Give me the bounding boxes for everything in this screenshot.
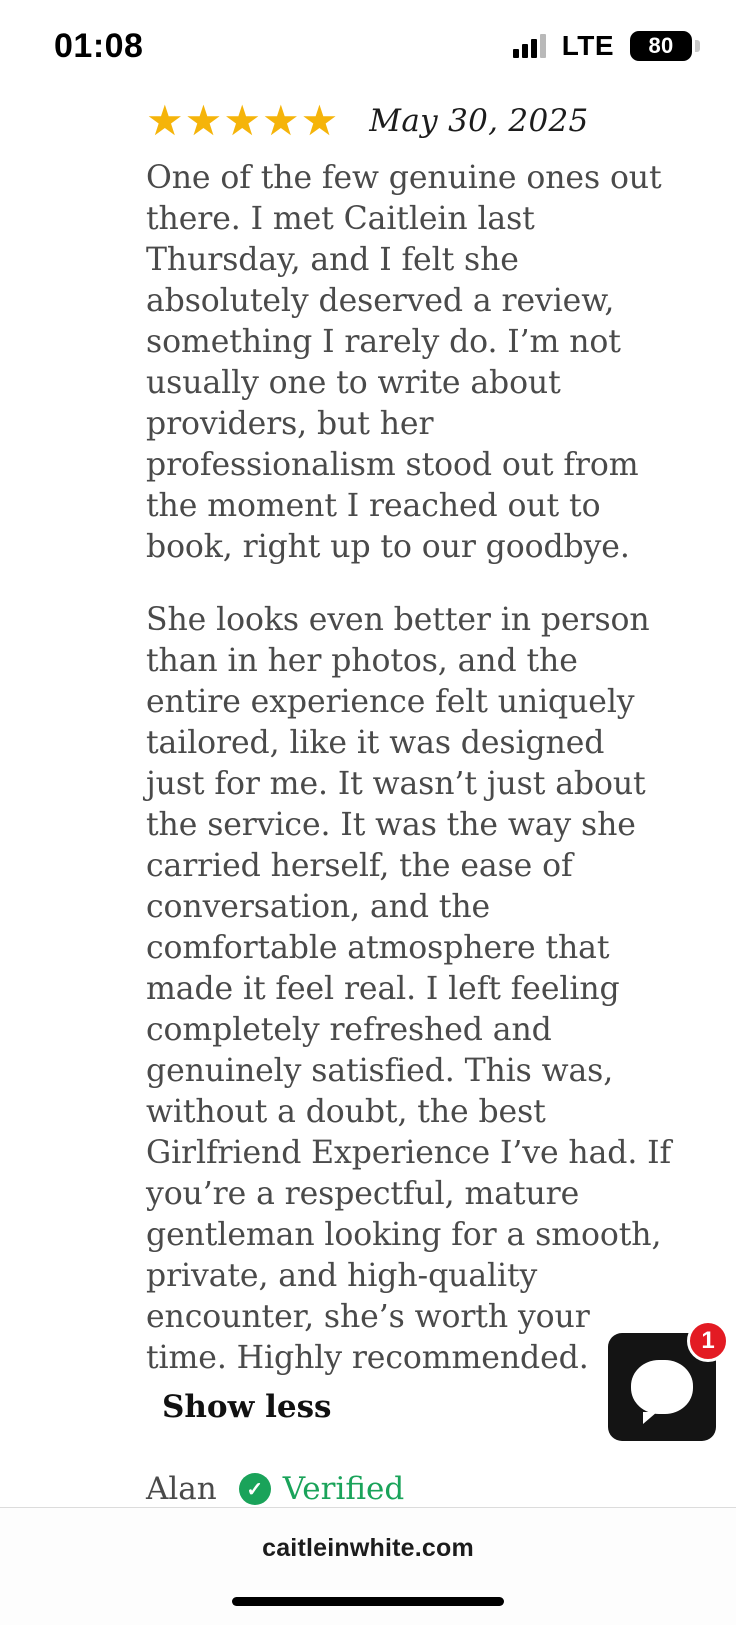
star-icon: ★ [146, 97, 183, 144]
network-type-label: LTE [561, 30, 614, 61]
status-indicators [513, 30, 692, 62]
star-icon: ★ [300, 97, 338, 144]
rating-stars [146, 97, 338, 144]
verified-label: Verified [282, 1471, 405, 1507]
chat-widget-button[interactable] [608, 1327, 716, 1441]
site-url-label[interactable]: caitleinwhite.com [262, 1534, 474, 1562]
battery-icon [630, 31, 692, 61]
review-content [0, 92, 736, 1507]
review-date: May 30, 2025 [369, 103, 589, 139]
review-text [44, 158, 692, 1379]
home-indicator[interactable] [232, 1597, 504, 1606]
review-paragraph: One of the few genuine ones out there. I met Caitlein last Thursday, and I felt she absolutely deserved a review, something I rarely do. I’m not usually one to write about providers, but her professionalism stood out from the moment I reached out to book, right up to our goodbye. [146, 160, 662, 565]
status-time: 01:08 [54, 26, 144, 65]
unread-count-badge: 1 [687, 1320, 729, 1362]
reviewer-name: Alan [146, 1471, 217, 1507]
review-header [44, 92, 692, 158]
star-icon: ★ [261, 97, 299, 144]
battery-percent-label: 80 [648, 33, 674, 58]
review-paragraph: She looks even better in person than in her photos, and the entire experience felt uniquely tailored, like it was designed just for me. It wasn’t just about the service. It was the way she carried herself, the ease of conversation, and the comfortable atmosphere that made it feel real. I left feeling completely refreshed and genuinely satisfied. This was, without a doubt, the best Girlfriend Experience I’ve had. If you’re a respectful, mature gentleman looking for a smooth, private, and high-quality encounter, she’s worth your time. Highly recommended. [146, 602, 672, 1376]
star-icon: ★ [223, 97, 260, 144]
chat-bubble-icon [631, 1360, 693, 1414]
star-icon: ★ [184, 97, 222, 144]
status-bar [0, 0, 736, 92]
browser-bottom-bar [0, 1507, 736, 1625]
check-circle-icon: ✓ [239, 1473, 271, 1505]
signal-bars-icon [513, 34, 546, 58]
reviewer-row [44, 1471, 692, 1507]
status-badge [239, 1471, 405, 1507]
show-less-button[interactable]: Show less [162, 1389, 332, 1425]
